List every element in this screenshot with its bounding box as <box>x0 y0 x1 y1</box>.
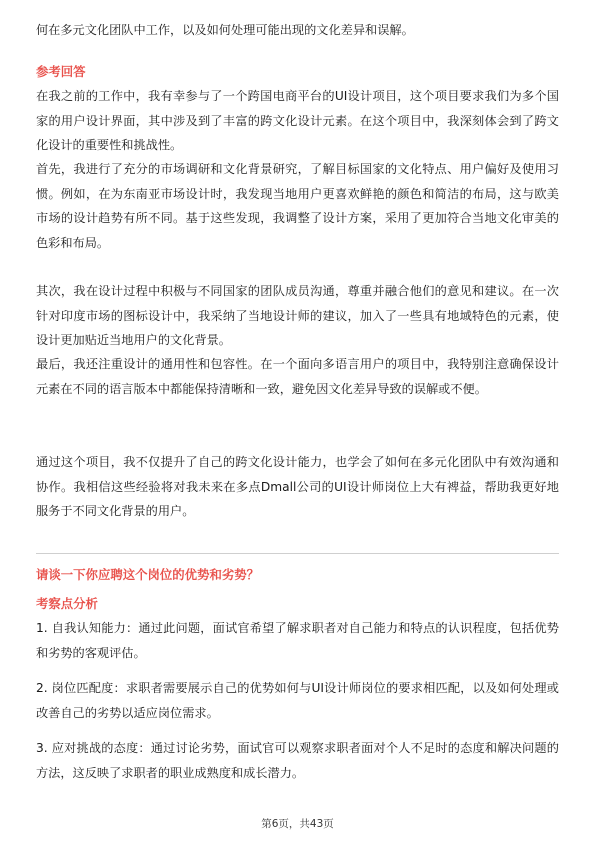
answer-paragraph: 首先，我进行了充分的市场调研和文化背景研究，了解目标国家的文化特点、用户偏好及使用习惯。例如，在为东南亚市场设计时，我发现当地用户更喜欢鲜艳的颜色和简洁的布局，这与欧美市场的设计趋势有所不同。基于这些发现，我调整了设计方案，采用了更加符合当地文化审美的色彩和布局。 <box>36 162 559 250</box>
analysis-label: 考察点分析 <box>36 596 98 611</box>
answer-paragraph: 其次，我在设计过程中积极与不同国家的团队成员沟通，尊重并融合他们的意见和建议。在一次针对印度市场的图标设计中，我采纳了当地设计师的建议，加入了一些具有地域特色的元素，使设计更加贴近当地用户的文化背景。 <box>36 284 559 347</box>
analysis-point: 1. 自我认知能力：通过此问题，面试官希望了解求职者对自己能力和特点的认识程度，包括优势和劣势的客观评估。 <box>36 621 559 660</box>
answer-paragraph: 在我之前的工作中，我有幸参与了一个跨国电商平台的UI设计项目，这个项目要求我们为多个国家的用户设计界面，其中涉及到了丰富的跨文化设计元素。在这个项目中，我深刻体会到了跨文化设计的重要性和挑战性。 <box>36 89 559 152</box>
section-divider <box>36 553 559 554</box>
analysis-point: 2. 岗位匹配度：求职者需要展示自己的优势如何与UI设计师岗位的要求相匹配，以及如何处理或改善自己的劣势以适应岗位需求。 <box>36 681 559 720</box>
answer-label: 参考回答 <box>36 64 86 79</box>
answer-paragraph: 通过这个项目，我不仅提升了自己的跨文化设计能力，也学会了如何在多元化团队中有效沟通和协作。我相信这些经验将对我未来在多点Dmall公司的UI设计师岗位上大有裨益，帮助我更好地服务于不同文化背景的用户。 <box>36 455 559 518</box>
question-title: 请谈一下你应聘这个岗位的优势和劣势？ <box>36 567 260 582</box>
answer-paragraph: 最后，我还注重设计的通用性和包容性。在一个面向多语言用户的项目中，我特别注意确保设计元素在不同的语言版本中都能保持清晰和一致，避免因文化差异导致的误解或不便。 <box>36 357 559 396</box>
analysis-point: 3. 应对挑战的态度：通过讨论劣势，面试官可以观察求职者面对个人不足时的态度和解决问题的方法，这反映了求职者的职业成熟度和成长潜力。 <box>36 741 559 780</box>
intro-line: 何在多元文化团队中工作，以及如何处理可能出现的文化差异和误解。 <box>36 23 414 37</box>
page-number: 第6页，共43页 <box>261 818 334 830</box>
